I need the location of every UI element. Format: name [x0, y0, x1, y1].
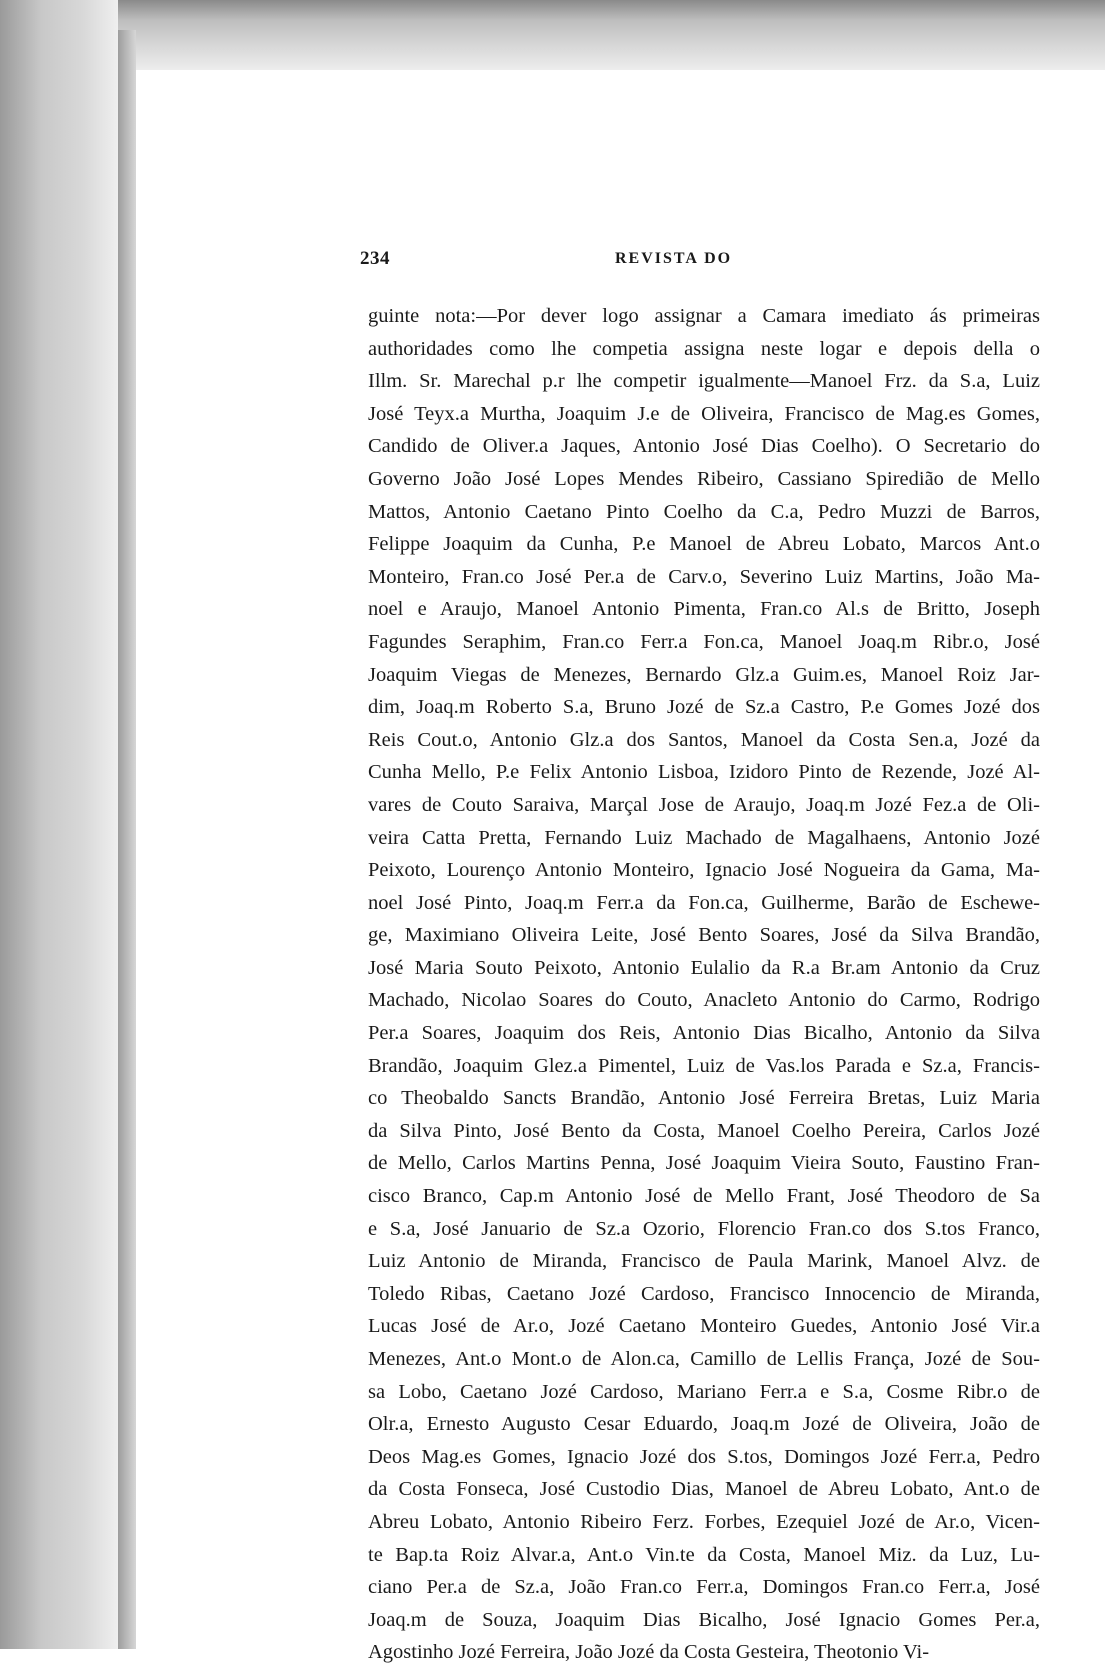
text-line: guinte nota:—Por dever logo assignar a Camara imediato ás primeiras — [368, 305, 1040, 327]
text-line: Fagundes Seraphim, Fran.co Ferr.a Fon.ca, Manoel Joaq.m Ribr.o, José — [368, 630, 1040, 653]
text-line: vares de Couto Saraiva, Marçal Jose de Araujo, Joaq.m Jozé Fez.a de Oli- — [368, 793, 1040, 816]
text-line: Abreu Lobato, Antonio Ribeiro Ferz. Forbes, Ezequiel Jozé de Ar.o, Vicen- — [368, 1510, 1040, 1533]
page-number: 234 — [360, 248, 390, 269]
text-line: Luiz Antonio de Miranda, Francisco de Paula Marink, Manoel Alvz. de — [368, 1250, 1040, 1273]
text-line: Peixoto, Lourenço Antonio Monteiro, Ignacio José Nogueira da Gama, Ma- — [368, 859, 1040, 882]
body-text — [368, 300, 1040, 1669]
text-line: José Teyx.a Murtha, Joaquim J.e de Oliveira, Francisco de Mag.es Gomes, — [368, 402, 1040, 425]
text-line: Illm. Sr. Marechal p.r lhe competir igualmente—Manoel Frz. da S.a, Luiz — [368, 370, 1040, 393]
page-header — [360, 248, 1060, 280]
text-line: Governo João José Lopes Mendes Ribeiro, Cassiano Spiredião de Mello — [368, 467, 1040, 490]
text-line: noel José Pinto, Joaq.m Ferr.a da Fon.ca, Guilherme, Barão de Eschewe- — [368, 891, 1040, 914]
text-line: authoridades como lhe competia assigna neste logar e depois della o — [368, 337, 1040, 360]
text-line: Joaquim Viegas de Menezes, Bernardo Glz.a Guim.es, Manoel Roiz Jar- — [368, 663, 1040, 686]
text-line: Agostinho Jozé Ferreira, João Jozé da Costa Gesteira, Theotonio Vi- — [368, 1641, 930, 1664]
text-line: Joaq.m de Souza, Joaquim Dias Bicalho, José Ignacio Gomes Per.a, — [368, 1608, 1040, 1631]
text-line: Monteiro, Fran.co José Per.a de Carv.o, Severino Luiz Martins, João Ma- — [368, 565, 1040, 588]
text-line: ciano Per.a de Sz.a, João Fran.co Ferr.a, Domingos Fran.co Ferr.a, José — [368, 1576, 1040, 1599]
text-line: Menezes, Ant.o Mont.o de Alon.ca, Camillo de Lellis França, Jozé de Sou- — [368, 1348, 1040, 1370]
text-line: dim, Joaq.m Roberto S.a, Bruno Jozé de Sz.a Castro, P.e Gomes Jozé dos — [368, 696, 1040, 719]
text-line: e S.a, José Januario de Sz.a Ozorio, Florencio Fran.co dos S.tos Franco, — [368, 1217, 1040, 1240]
text-line: Machado, Nicolao Soares do Couto, Anacleto Antonio do Carmo, Rodrigo — [368, 989, 1040, 1012]
text-line: Brandão, Joaquim Glez.a Pimentel, Luiz de Vas.los Parada e Sz.a, Francis- — [368, 1054, 1040, 1077]
text-line: Olr.a, Ernesto Augusto Cesar Eduardo, Joaq.m Jozé de Oliveira, João de — [368, 1413, 1040, 1436]
scan-shadow-top — [118, 0, 1105, 80]
text-line: veira Catta Pretta, Fernando Luiz Machado de Magalhaens, Antonio Jozé — [368, 826, 1040, 849]
text-line: da Costa Fonseca, José Custodio Dias, Manoel de Abreu Lobato, Ant.o de — [368, 1478, 1040, 1501]
text-line: noel e Araujo, Manoel Antonio Pimenta, Fran.co Al.s de Britto, Joseph — [368, 598, 1040, 621]
text-line: de Mello, Carlos Martins Penna, José Joaquim Vieira Souto, Faustino Fran- — [368, 1152, 1040, 1175]
text-line: Cunha Mello, P.e Felix Antonio Lisboa, Izidoro Pinto de Rezende, Jozé Al- — [368, 761, 1040, 784]
text-line: Per.a Soares, Joaquim dos Reis, Antonio Dias Bicalho, Antonio da Silva — [368, 1022, 1040, 1045]
text-line: Lucas José de Ar.o, Jozé Caetano Monteiro Guedes, Antonio José Vir.a — [368, 1315, 1040, 1338]
scan-shadow-left — [0, 0, 118, 1649]
text-line: Felippe Joaquim da Cunha, P.e Manoel de Abreu Lobato, Marcos Ant.o — [368, 533, 1040, 556]
text-line: te Bap.ta Roiz Alvar.a, Ant.o Vin.te da Costa, Manoel Miz. da Luz, Lu- — [368, 1543, 1040, 1566]
text-line: Candido de Oliver.a Jaques, Antonio José Dias Coelho). O Secretario do — [368, 435, 1040, 458]
text-line: sa Lobo, Caetano Jozé Cardoso, Mariano Ferr.a e S.a, Cosme Ribr.o de — [368, 1380, 1040, 1403]
text-line: Mattos, Antonio Caetano Pinto Coelho da C.a, Pedro Muzzi de Barros, — [368, 500, 1040, 523]
page-binding-edge — [118, 30, 136, 1649]
text-line: cisco Branco, Cap.m Antonio José de Mello Frant, José Theodoro de Sa — [368, 1185, 1040, 1208]
text-line: co Theobaldo Sancts Brandão, Antonio José Ferreira Bretas, Luiz Maria — [368, 1087, 1040, 1110]
running-title: REVISTA DO — [615, 250, 733, 267]
text-line: Deos Mag.es Gomes, Ignacio Jozé dos S.tos, Domingos Jozé Ferr.a, Pedro — [368, 1445, 1040, 1468]
text-line: Toledo Ribas, Caetano Jozé Cardoso, Francisco Innocencio de Miranda, — [368, 1282, 1040, 1305]
text-line: José Maria Souto Peixoto, Antonio Eulalio da R.a Br.am Antonio da Cruz — [368, 956, 1040, 979]
text-line: da Silva Pinto, José Bento da Costa, Manoel Coelho Pereira, Carlos Jozé — [368, 1119, 1040, 1142]
text-line: ge, Maximiano Oliveira Leite, José Bento Soares, José da Silva Brandão, — [368, 924, 1040, 947]
text-line: Reis Cout.o, Antonio Glz.a dos Santos, Manoel da Costa Sen.a, Jozé da — [368, 728, 1040, 751]
